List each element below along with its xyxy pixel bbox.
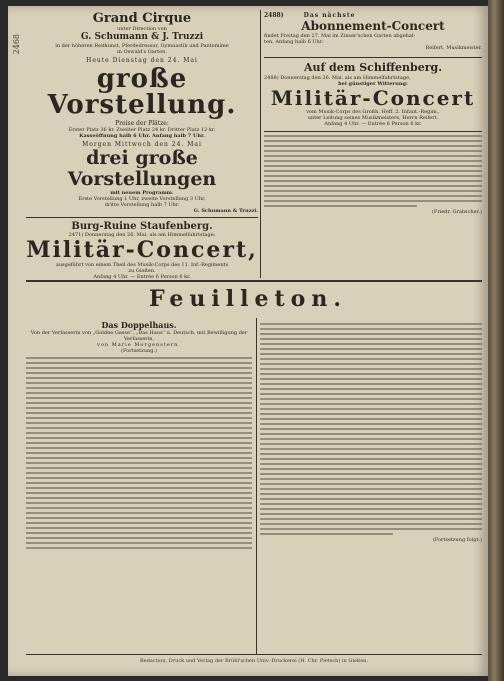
ad-title-staufenberg: Burg-Ruine Staufenberg. <box>71 221 213 232</box>
feuilleton-left-column <box>26 320 252 551</box>
ad-schiffenberg-line3: vom Musik-Corps des Großh. Heff. 2. Infant.-Regim., <box>306 109 440 115</box>
ad-schiffenberg-line1: 2488) Donnerstag den 26. Mai, als am Himmelfahrtstage, <box>264 75 411 81</box>
story-end: (Fortsetzung folgt.) <box>432 537 482 543</box>
ad-date-line: Heute Dienstag den 24. Mai <box>86 57 198 64</box>
story-continuation: (Fortsetzung.) <box>121 348 157 354</box>
ad-vorstellung-2: dritte Vorstellung halb 7 Uhr. <box>104 202 180 208</box>
ad-desc-2: in Oswald's Garten. <box>117 49 167 55</box>
ad-prices: Erster Platz 36 kr. Zweiter Platz 24 kr. Dritter Platz 12 kr. <box>68 127 216 133</box>
ad-abonnement-line1: findet Freitag den 27. Mai im Zinser'schen Garten abgehal- <box>264 33 416 39</box>
ad-divider <box>264 57 482 58</box>
ad-kasse: Kasseöffnung halb 6 Uhr. Anfang halb 7 Uhr. <box>79 133 205 139</box>
ad-desc-1: in der höheren Reitkunst, Pferdedressur, Gymnastik und Pantomime <box>55 43 229 49</box>
ad-schiffenberg-line2: bei günstiger Witterung: <box>338 81 408 87</box>
column-divider <box>260 10 261 278</box>
section-divider <box>26 280 482 282</box>
feuilleton-title: Feuilleton. <box>149 286 347 312</box>
notice-signature: (Friedr. Grabscher.) <box>431 209 482 215</box>
story-title: Das Doppelhaus. <box>101 320 177 330</box>
ad-program: mit neuem Programm. <box>110 190 174 196</box>
ad-names: G. Schumann & J. Truzzi <box>80 32 204 42</box>
ad-direction-line: unter Direction von <box>117 26 167 32</box>
ad-schiffenberg-line4: unter Leitung seines Musikmeisters, Herrn Reifert. <box>307 115 439 121</box>
ad-staufenberg-line4: Anfang 4 Uhr. — Entrée 6 Person 6 kr. <box>93 274 191 280</box>
story-text-left <box>26 357 252 549</box>
notice-text-block <box>264 135 482 207</box>
book-binding <box>488 0 504 681</box>
ad-headline-drei-vorstellungen: drei große Vorstellungen <box>67 147 217 190</box>
ad-abonnement-line2: ten. Anfang halb 6 Uhr. <box>264 39 324 45</box>
ad-tomorrow: Morgen Mittwoch den 24. Mai <box>82 141 202 148</box>
ad-prices-title: Preise der Plätze: <box>115 120 169 127</box>
story-text-right <box>260 323 482 535</box>
ad-title-grand-cirque: Grand Cirque <box>92 11 192 26</box>
ad-title-schiffenberg: Auf dem Schiffenberg. <box>303 61 443 74</box>
ad-number: 2488) <box>264 12 284 19</box>
ad-headline-militaer-concert: Militär-Concert, <box>26 237 258 263</box>
newspaper-page <box>8 6 488 676</box>
column-divider <box>256 318 257 654</box>
ad-divider <box>264 131 482 132</box>
feuilleton-right-column <box>260 320 482 543</box>
story-subtitle: Von der Verfasserin von „Goldne Gasse“, „Das Haus“ u. Deutsch, mit Bewilligung der Verfasserin, <box>30 330 248 342</box>
ad-divider <box>26 217 258 218</box>
imprint-footer: Redaction, Druck und Verlag der Brühl'schen Univ.-Druckerei (H. Chr. Pietsch) in Gießen. <box>139 658 368 664</box>
page-number: 2468 <box>12 34 21 55</box>
ad-headline-grosse-vorstellung: große Vorstellung. <box>47 64 237 120</box>
left-ad-column <box>26 12 258 280</box>
ad-lead: Das nächste <box>303 12 356 19</box>
right-ad-column <box>264 12 482 215</box>
story-translator: von Marie Morgenstern. <box>97 342 181 348</box>
ad-headline-militaer-concert-2: Militär-Concert <box>270 86 476 110</box>
ad-abonnement-sign: Reifert, Musikmeister. <box>425 45 482 51</box>
ad-signature: G. Schumann & Truzzi. <box>193 208 258 214</box>
ad-schiffenberg-line5: Anfang 4 Uhr. — Entrée 6 Person 6 kr. <box>324 121 422 127</box>
ad-staufenberg-line2: ausgeführt von einem Theil des Musik-Corps des 11. Inf.-Regiments <box>55 262 229 268</box>
ad-staufenberg-line1: 2471) Donnerstag den 26. Mai, als am Himmelfahrtstage: <box>68 232 216 238</box>
ad-vorstellung-1: Erste Vorstellung 1 Uhr, zweite Vorstellung 3 Uhr, <box>78 196 206 202</box>
ad-title-abonnement-concert: Abonnement-Concert <box>301 19 445 33</box>
footer-divider <box>26 654 482 655</box>
ad-staufenberg-line3: zu Gießen. <box>128 268 156 274</box>
